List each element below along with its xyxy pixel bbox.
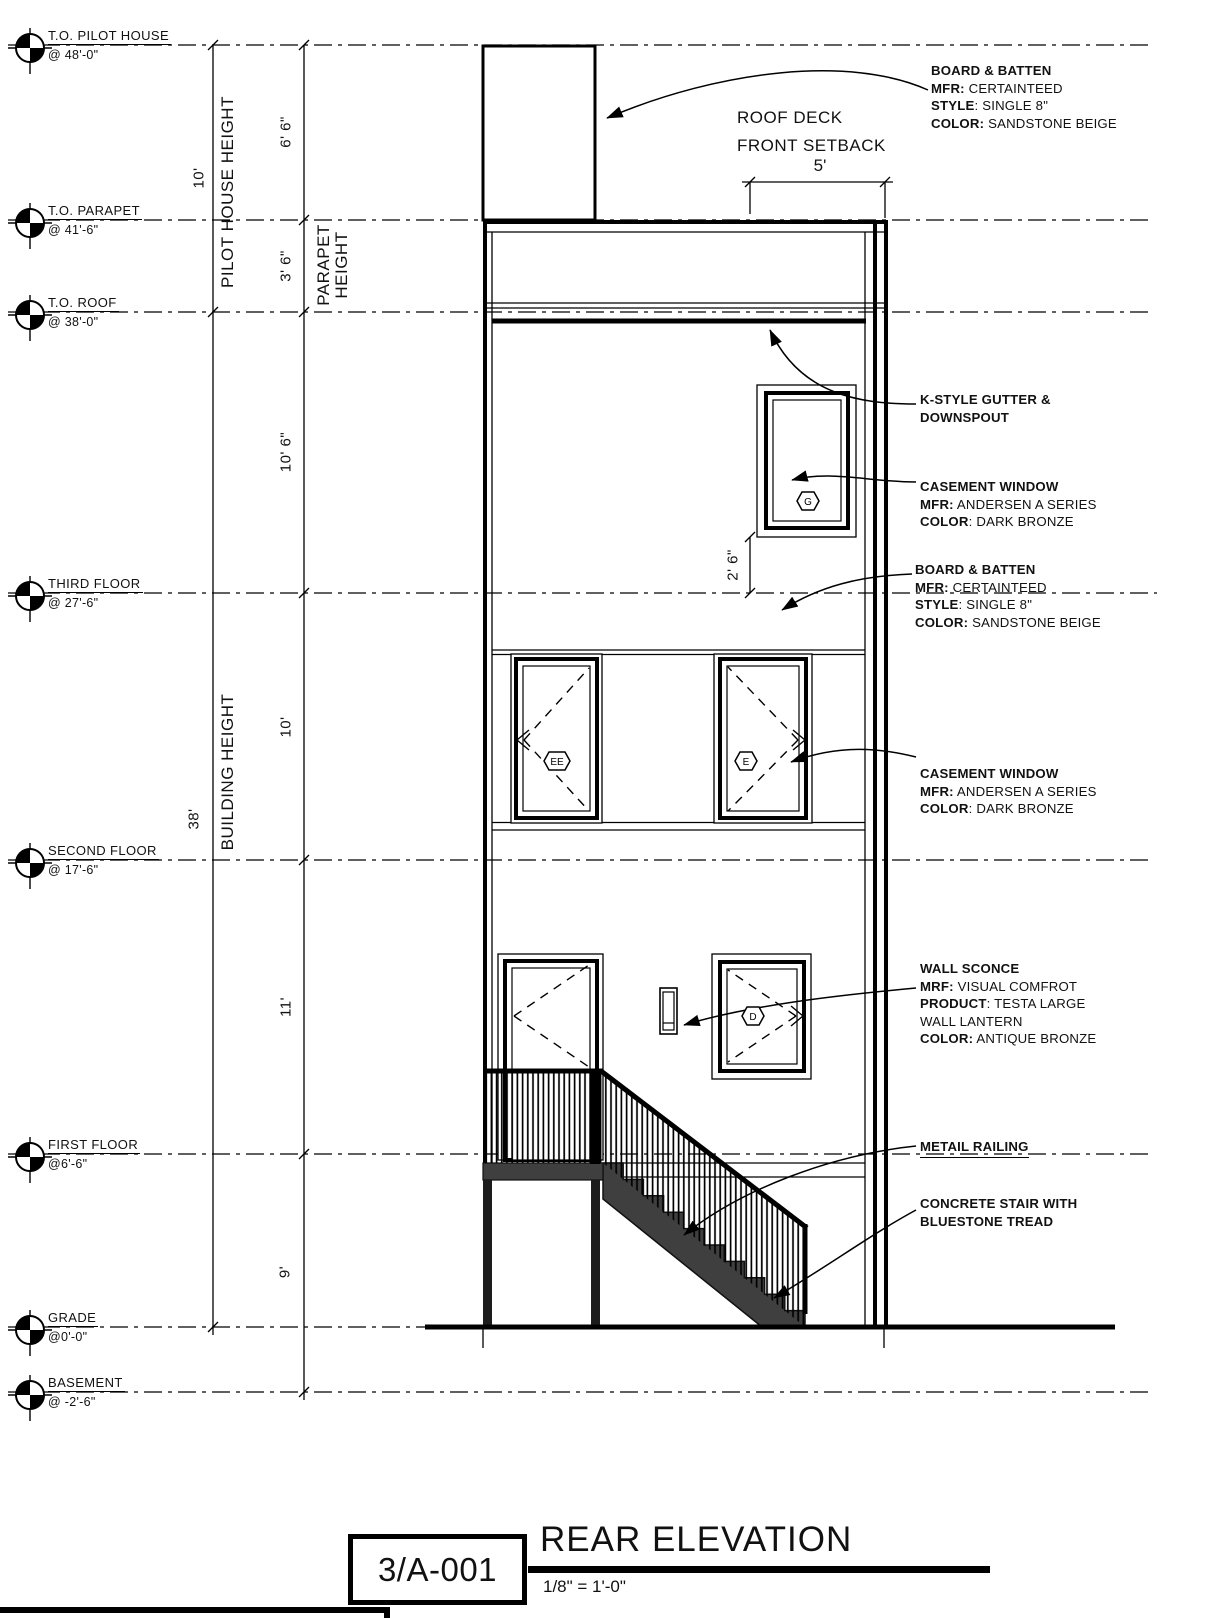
dim-third-to-second: 10' [277, 716, 295, 738]
casement-window-ee [511, 654, 602, 823]
level-markers [8, 28, 52, 1421]
annotation-line: MFR: [915, 579, 949, 595]
drawing-reference: 3/A-001 [377, 1550, 498, 1588]
annotation-line: BOARD & BATTEN [931, 63, 1052, 78]
annotation-metal-railing [920, 1138, 1029, 1158]
landing-post-left [483, 1180, 492, 1327]
level-label-grade: GRADE [48, 1310, 97, 1325]
level-elev-grade: @0'-0" [48, 1330, 88, 1344]
annotation-board-batten-third: BOARD & BATTEN MFR: CERTAINTEED STYLE: SINGLE 8" COLOR: SANDSTONE BEIGE [915, 562, 1101, 630]
annotation-line: BOARD & BATTEN [915, 562, 1036, 577]
landing-post-right [591, 1180, 600, 1327]
level-label-pilot-house: T.O. PILOT HOUSE [48, 28, 170, 43]
annotation-line: K-STYLE GUTTER & [920, 392, 1051, 407]
annotation-line: COLOR: [915, 614, 969, 630]
dimension-chain-inner [299, 40, 309, 1400]
level-label-basement: BASEMENT [48, 1375, 123, 1390]
roof-deck-line2: FRONT SETBACK [737, 136, 886, 155]
window-tag-ee: EE [550, 757, 564, 768]
annotation-line: WALL SCONCE [920, 961, 1020, 976]
level-label-third-floor: THIRD FLOOR [48, 576, 141, 591]
annotation-line: MFR: [920, 496, 954, 512]
annotation-line: COLOR: [931, 115, 985, 131]
level-label-second-floor: SECOND FLOOR [48, 843, 157, 858]
label-parapet-line2: HEIGHT [332, 231, 351, 299]
drawing-title: REAR ELEVATION [540, 1520, 853, 1559]
level-marker-icon [8, 1375, 52, 1421]
pilot-house [483, 46, 595, 220]
annotation-line: DOWNSPOUT [920, 409, 1009, 425]
roof-deck-setback-label [737, 104, 886, 160]
level-marker-icon [8, 295, 52, 341]
annotation-line: STYLE [931, 98, 975, 113]
annotation-casement-third: CASEMENT WINDOW MFR: ANDERSEN A SERIES COLOR: DARK BRONZE [920, 479, 1097, 529]
dimension-chain-outer [208, 40, 218, 1335]
dim-roof-to-third: 10' 6" [277, 431, 295, 473]
dim-pilot-house-overall: 10' [190, 167, 208, 189]
landing-slab [483, 1163, 603, 1180]
roof-deck-line1: ROOF DECK [737, 108, 843, 127]
level-elev-third-floor: @ 27'-6" [48, 596, 99, 610]
label-parapet-line1: PARAPET [314, 224, 333, 306]
level-elev-second-floor: @ 17'-6" [48, 863, 99, 877]
level-marker-icon [8, 576, 52, 622]
window-tag-g: G [804, 497, 812, 508]
level-label-parapet: T.O. PARAPET [48, 203, 140, 218]
annotation-line: MFR: [931, 80, 965, 96]
level-marker-icon [8, 203, 52, 249]
level-marker-icon [8, 1137, 52, 1183]
annotation-gutter [920, 391, 1051, 426]
dim-second-to-first: 11' [277, 997, 295, 1017]
annotation-line: CONCRETE STAIR WITH [920, 1196, 1078, 1211]
level-elev-pilot-house: @ 48'-0" [48, 48, 99, 62]
dim-window-sill: 2' 6" [724, 549, 742, 581]
title-underline [528, 1566, 990, 1573]
annotation-wall-sconce: WALL SCONCE MRF: VISUAL COMFROT PRODUCT: TESTA LARGE WALL LANTERN COLOR: ANTIQUE BRONZE [920, 961, 1097, 1046]
annotation-line: BLUESTONE TREAD [920, 1213, 1054, 1229]
level-label-roof: T.O. ROOF [48, 295, 117, 310]
annotation-line: MFR: [920, 783, 954, 799]
annotation-line: PRODUCT [920, 996, 987, 1011]
drawing-reference-box [348, 1534, 527, 1605]
annotation-concrete-stair [920, 1195, 1077, 1230]
dim-pilot-to-parapet: 6' 6" [277, 116, 295, 148]
roof-deck-setback-dimension [742, 177, 893, 218]
annotation-line: MRF: [920, 978, 954, 994]
dim-parapet-to-roof: 3' 6" [277, 250, 295, 282]
annotation-line: CASEMENT WINDOW [920, 766, 1059, 781]
window-tag-d: D [749, 1012, 757, 1023]
annotation-line: COLOR: [920, 1031, 974, 1046]
annotation-line: STYLE [915, 597, 959, 612]
dim-first-to-basement: 9' [276, 1265, 294, 1279]
annotation-line: CASEMENT WINDOW [920, 479, 1059, 494]
annotation-board-batten-top: BOARD & BATTEN MFR: CERTAINTEED STYLE: SINGLE 8" COLOR: SANDSTONE BEIGE [931, 63, 1117, 131]
level-elev-parapet: @ 41'-6" [48, 223, 99, 237]
casement-window-e [714, 654, 812, 823]
dim-roof-deck-setback: 5' [813, 156, 827, 175]
window-tag-e: E [742, 757, 750, 768]
label-pilot-house-height: PILOT HOUSE HEIGHT [218, 96, 237, 288]
level-marker-icon [8, 843, 52, 889]
next-titleblock-edge [0, 1607, 390, 1613]
label-building-height: BUILDING HEIGHT [218, 693, 237, 851]
level-elev-roof: @ 38'-0" [48, 315, 99, 329]
annotation-line: COLOR [920, 801, 969, 816]
level-elev-basement: @ -2'-6" [48, 1395, 96, 1409]
level-marker-icon [8, 1310, 52, 1356]
annotation-line: METAIL RAILING [920, 1139, 1029, 1154]
annotation-casement-second: CASEMENT WINDOW MFR: ANDERSEN A SERIES COLOR: DARK BRONZE [920, 766, 1097, 816]
label-parapet-height [315, 224, 351, 306]
level-label-first-floor: FIRST FLOOR [48, 1137, 139, 1152]
level-elev-first-floor: @6'-6" [48, 1157, 88, 1171]
next-titleblock-corner [384, 1607, 390, 1618]
dim-building-overall: 38' [185, 808, 203, 830]
level-marker-icon [8, 28, 52, 74]
drawing-scale: 1/8" = 1'-0" [543, 1577, 626, 1596]
annotation-line: WALL LANTERN [920, 1013, 1023, 1029]
annotation-line: COLOR [920, 514, 969, 529]
wall-sconce [660, 988, 677, 1034]
casement-window-g [757, 385, 856, 537]
